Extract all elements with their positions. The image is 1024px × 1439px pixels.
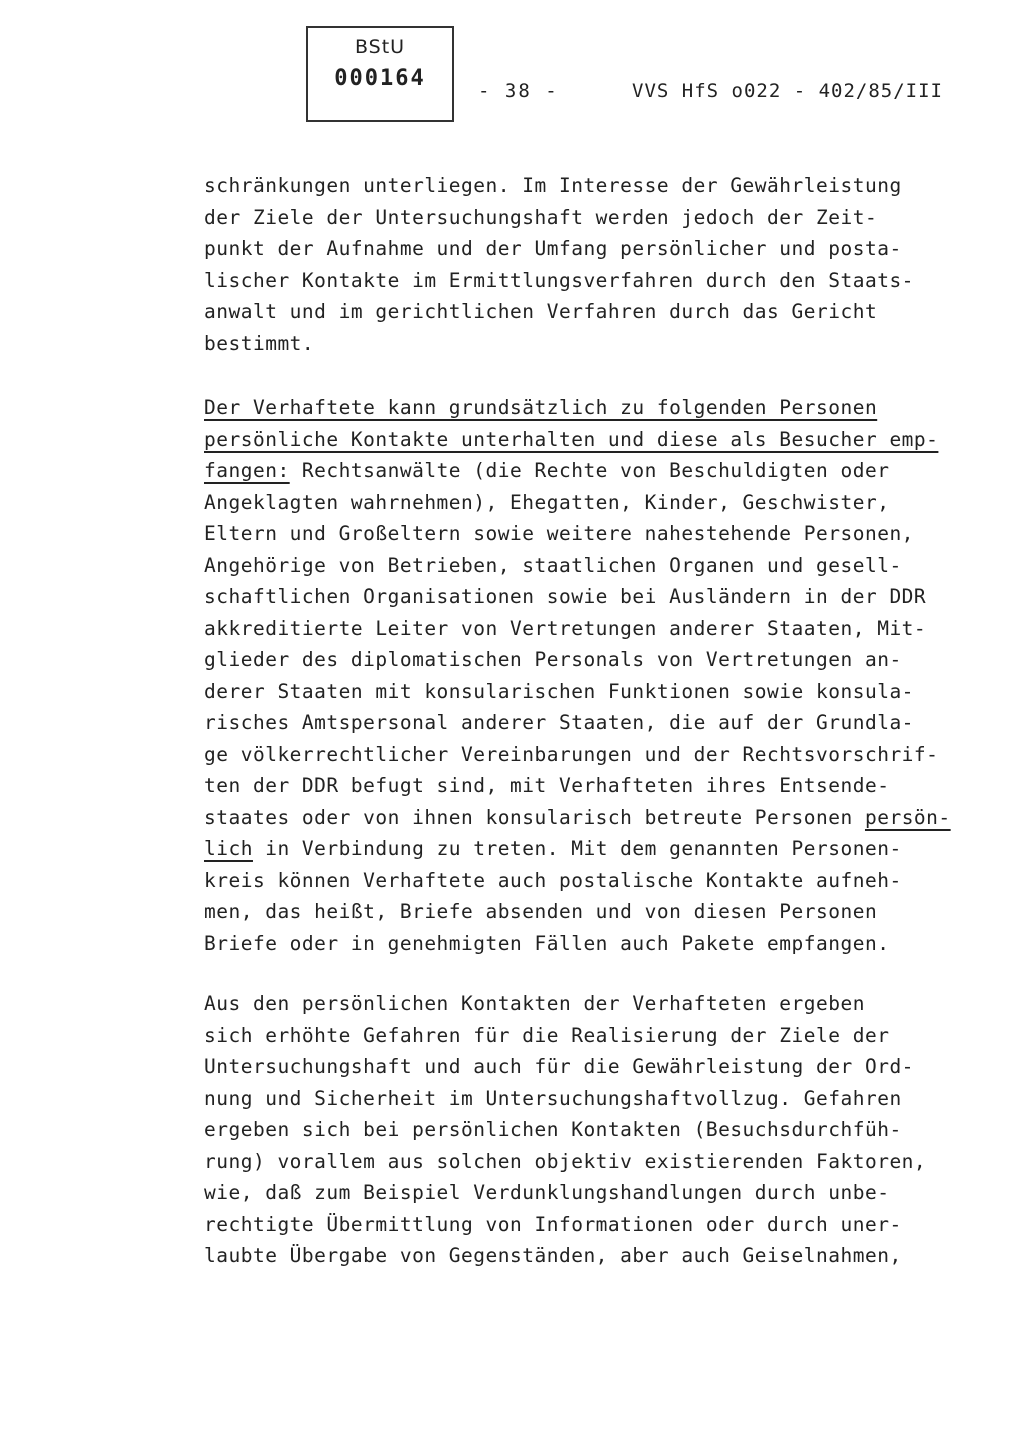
text-line [204, 676, 964, 708]
text-segment: punkt der Aufnahme und der Umfang persönlicher und posta- [204, 237, 902, 260]
text-segment: akkreditierte Leiter von Vertretungen anderer Staaten, Mit- [204, 616, 927, 640]
text-segment: Angehörige von Betrieben, staatlichen Organen und gesell- [204, 553, 902, 577]
text-segment: kreis können Verhaftete auch postalische Kontakte aufneh- [204, 868, 902, 892]
text-line [204, 896, 964, 928]
underlined-text: Der Verhaftete kann grundsätzlich zu folgenden Personen [204, 396, 878, 419]
text-segment: schränkungen unterliegen. Im Interesse der Gewährleistung [204, 174, 902, 197]
text-segment: risches Amtspersonal anderer Staaten, die auf der Grundla- [204, 711, 914, 734]
text-line [204, 233, 964, 265]
page-number: - 38 - [478, 80, 559, 102]
stamp-number: 000164 [334, 66, 426, 91]
text-segment: anwalt und im gerichtlichen Verfahren durch das Gericht [204, 300, 878, 323]
text-segment: laubte Übergabe von Gegenständen, aber auch Geiselnahmen, [204, 1244, 902, 1267]
text-segment: Eltern und Großeltern sowie weitere nahestehende Personen, [204, 522, 914, 545]
text-segment: rung) vorallem aus solchen objektiv existierenden Faktoren, [204, 1149, 927, 1173]
stamp-label: BStU [354, 36, 406, 58]
text-line [204, 487, 964, 519]
text-segment: Untersuchungshaft und auch für die Gewährleistung der Ord- [204, 1055, 914, 1078]
text-line [204, 833, 964, 865]
text-segment: bestimmt. [204, 331, 315, 355]
text-line [204, 328, 964, 360]
text-line [204, 770, 964, 802]
text-segment: der Ziele der Untersuchungshaft werden jedoch der Zeit- [204, 205, 878, 229]
text-line [204, 265, 964, 297]
document-reference: VVS HfS o022 - 402/85/III [632, 80, 943, 102]
text-segment: derer Staaten mit konsularischen Funktionen sowie konsula- [204, 679, 914, 703]
text-segment: schaftlichen Organisationen sowie bei Ausländern in der DDR [204, 585, 927, 608]
underlined-text: persön- [864, 805, 951, 829]
text-line [204, 1020, 964, 1052]
text-line [204, 644, 964, 676]
text-segment: ge völkerrechtlicher Vereinbarungen und der Rechtsvorschrif- [204, 742, 939, 766]
paragraph-1 [204, 170, 964, 359]
text-segment: in Verbindung zu treten. Mit dem genannten Personen- [252, 837, 902, 860]
underlined-text: persönliche Kontakte unterhalten und diese als Besucher emp- [204, 427, 939, 451]
text-line [204, 928, 964, 960]
text-segment: Aus den persönlichen Kontakten der Verhafteten ergeben [204, 992, 865, 1015]
text-line [204, 296, 964, 328]
text-line [204, 392, 964, 424]
text-segment: Briefe oder in genehmigten Fällen auch Pakete empfangen. [204, 931, 890, 955]
text-segment: lischer Kontakte im Ermittlungsverfahren durch den Staats- [204, 268, 914, 292]
text-line [204, 1177, 964, 1209]
text-line [204, 1146, 964, 1178]
text-line [204, 1240, 964, 1272]
paragraph-3 [204, 988, 964, 1272]
text-segment: wie, daß zum Beispiel Verdunklungshandlungen durch unbe- [204, 1181, 890, 1204]
text-line [204, 739, 964, 771]
text-segment: sich erhöhte Gefahren für die Realisierung der Ziele der [204, 1023, 890, 1047]
text-line [204, 1083, 964, 1115]
text-segment: ten der DDR befugt sind, mit Verhafteten ihres Entsende- [204, 774, 890, 797]
text-segment: glieder des diplomatischen Personals von Vertretungen an- [204, 648, 902, 671]
text-line [204, 988, 964, 1020]
text-segment: Rechtsanwälte (die Rechte von Beschuldigten oder [289, 459, 890, 482]
archive-stamp [306, 26, 454, 122]
underlined-text: lich [204, 837, 253, 860]
paragraph-2 [204, 392, 964, 959]
text-segment: ergeben sich bei persönlichen Kontakten (Besuchsdurchfüh- [204, 1118, 902, 1141]
text-line [204, 170, 964, 202]
text-segment: staates oder von ihnen konsularisch betreute Personen [204, 805, 865, 829]
text-line [204, 550, 964, 582]
text-line [204, 1051, 964, 1083]
text-line [204, 707, 964, 739]
text-segment: rechtigte Übermittlung von Informationen oder durch uner- [204, 1212, 902, 1236]
text-line [204, 1209, 964, 1241]
text-line [204, 455, 964, 487]
text-segment: nung und Sicherheit im Untersuchungshaftvollzug. Gefahren [204, 1086, 902, 1110]
text-segment: men, das heißt, Briefe absenden und von diesen Personen [204, 900, 878, 923]
text-line [204, 865, 964, 897]
text-line [204, 518, 964, 550]
text-line [204, 1114, 964, 1146]
text-line [204, 581, 964, 613]
text-line [204, 424, 964, 456]
text-line [204, 802, 964, 834]
text-line [204, 202, 964, 234]
text-segment: Angeklagten wahrnehmen), Ehegatten, Kinder, Geschwister, [204, 490, 890, 514]
underlined-text: fangen: [204, 459, 290, 482]
text-line [204, 613, 964, 645]
